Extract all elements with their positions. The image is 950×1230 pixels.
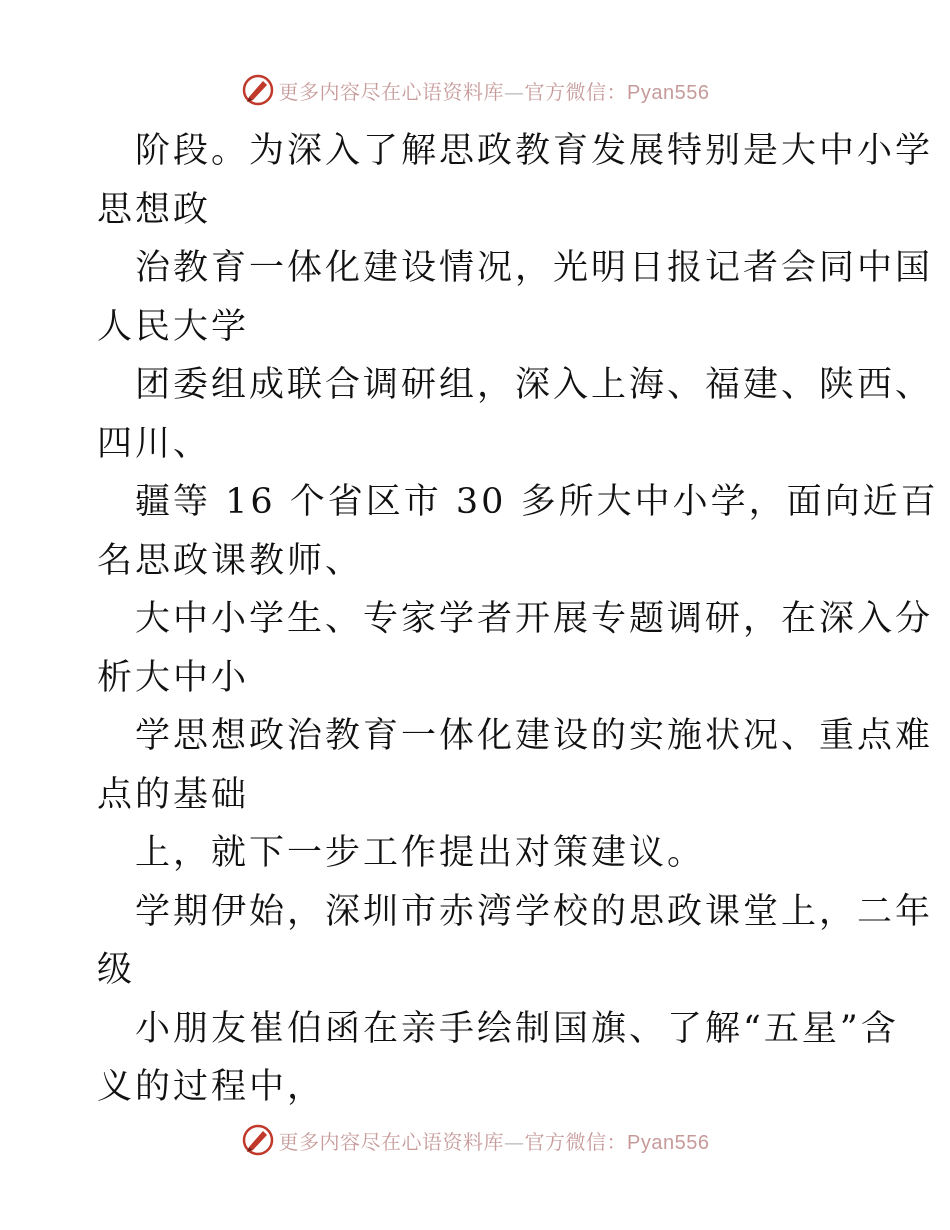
body-line: 四川、	[97, 423, 212, 464]
header-separator: —	[504, 79, 525, 104]
footer-separator: —	[504, 1129, 525, 1154]
pen-logo-icon	[241, 73, 275, 107]
header-wechat-label: 官方微信：	[524, 79, 628, 104]
document-body	[97, 122, 939, 1117]
body-line: 点的基础	[97, 774, 250, 815]
body-line: 学期伊始，深圳市赤湾学校的思政课堂上，二年	[135, 891, 934, 932]
footer-site-name: 更多内容尽在心语资料库	[278, 1129, 505, 1154]
header-wechat-id: Pyan556	[627, 81, 710, 104]
body-line: 级	[97, 950, 136, 990]
body-line: 小朋友崔伯函在亲手绘制国旗、了解“五星”含	[135, 1008, 899, 1049]
body-line: 学思想政治教育一体化建设的实施状况、重点难	[135, 716, 934, 756]
body-line: 思想政	[97, 189, 212, 230]
body-line: 上，就下一步工作提出对策建议。	[135, 833, 706, 873]
body-line: 大中小学生、专家学者开展专题调研，在深入分	[135, 599, 934, 639]
footer-banner-text	[279, 1126, 710, 1155]
footer-wechat-id: Pyan556	[627, 1131, 710, 1154]
header-site-name: 更多内容尽在心语资料库	[278, 79, 505, 104]
body-line: 阶段。为深入了解思政教育发展特别是大中小学	[135, 131, 934, 171]
body-line: 人民大学	[97, 306, 250, 347]
body-line: 治教育一体化建设情况，光明日报记者会同中国	[135, 248, 934, 288]
footer-banner	[0, 1120, 950, 1160]
footer-wechat-label: 官方微信：	[524, 1129, 628, 1154]
body-line: 团委组成联合调研组，深入上海、福建、陕西、	[135, 365, 934, 405]
body-line: 疆等 16 个省区市 30 多所大中小学，面向近百	[135, 482, 939, 522]
header-banner	[0, 70, 950, 110]
body-line: 名思政课教师、	[97, 540, 364, 581]
pen-logo-icon	[241, 1123, 275, 1157]
header-banner-text	[279, 76, 710, 105]
body-line: 析大中小	[97, 657, 250, 698]
body-line: 义的过程中，	[97, 1067, 326, 1107]
